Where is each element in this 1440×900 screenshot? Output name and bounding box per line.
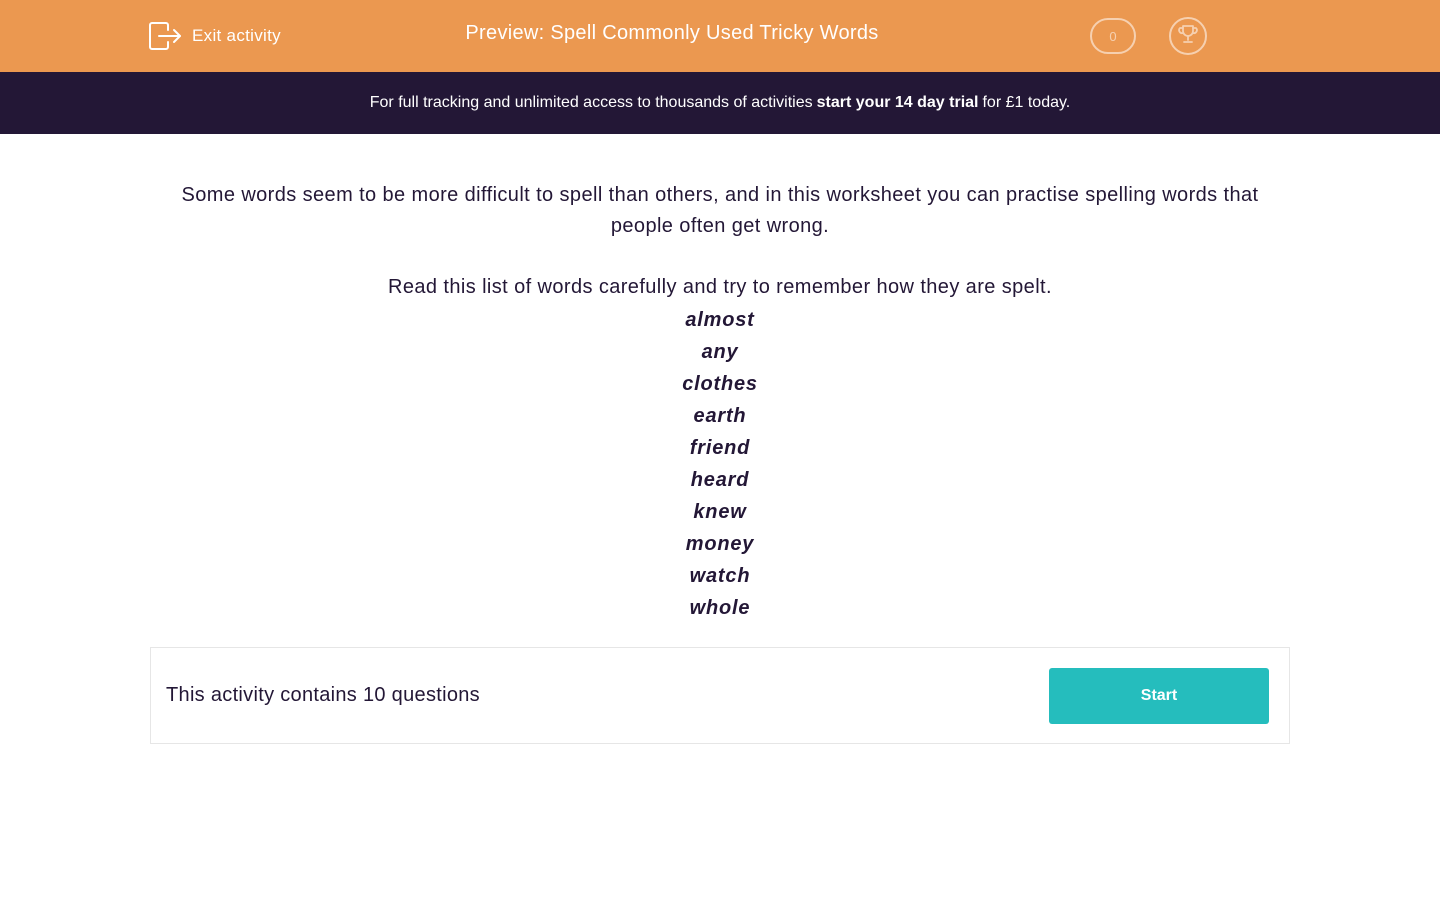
- word-list: [150, 304, 1290, 624]
- top-bar: [0, 0, 1440, 72]
- trial-link[interactable]: start your 14 day trial: [816, 94, 979, 111]
- word-item: almost: [685, 309, 755, 331]
- page-title: Preview: Spell Commonly Used Tricky Words: [465, 22, 879, 44]
- start-button[interactable]: Start: [1049, 668, 1269, 724]
- word-item: friend: [689, 437, 751, 459]
- instruction-text: Read this list of words carefully and try to remember how they are spelt.: [388, 276, 1052, 298]
- exit-icon: [148, 21, 182, 51]
- exit-activity-label: Exit activity: [192, 26, 281, 45]
- question-count: This activity contains 10 questions: [166, 684, 480, 706]
- word-item: any: [701, 341, 739, 363]
- word-item: watch: [689, 565, 751, 587]
- trophy-icon: [1177, 23, 1199, 50]
- word-item: clothes: [682, 373, 758, 395]
- word-item: heard: [690, 469, 750, 491]
- trophy-button[interactable]: [1169, 17, 1207, 55]
- word-item: money: [685, 533, 755, 555]
- word-item: knew: [693, 501, 747, 523]
- intro-paragraph: Some words seem to be more difficult to spell than others, and in this worksheet you can practise spelling words that people often get wrong.: [181, 184, 1259, 237]
- score-counter: 0: [1090, 18, 1136, 54]
- word-item: whole: [689, 597, 751, 619]
- trial-banner: [0, 72, 1440, 134]
- banner-text-end: for £1 today.: [982, 94, 1071, 111]
- banner-text: For full tracking and unlimited access to thousands of activities: [369, 94, 813, 111]
- exit-activity-button[interactable]: [148, 20, 281, 52]
- start-card: [150, 647, 1290, 744]
- word-item: earth: [693, 405, 747, 427]
